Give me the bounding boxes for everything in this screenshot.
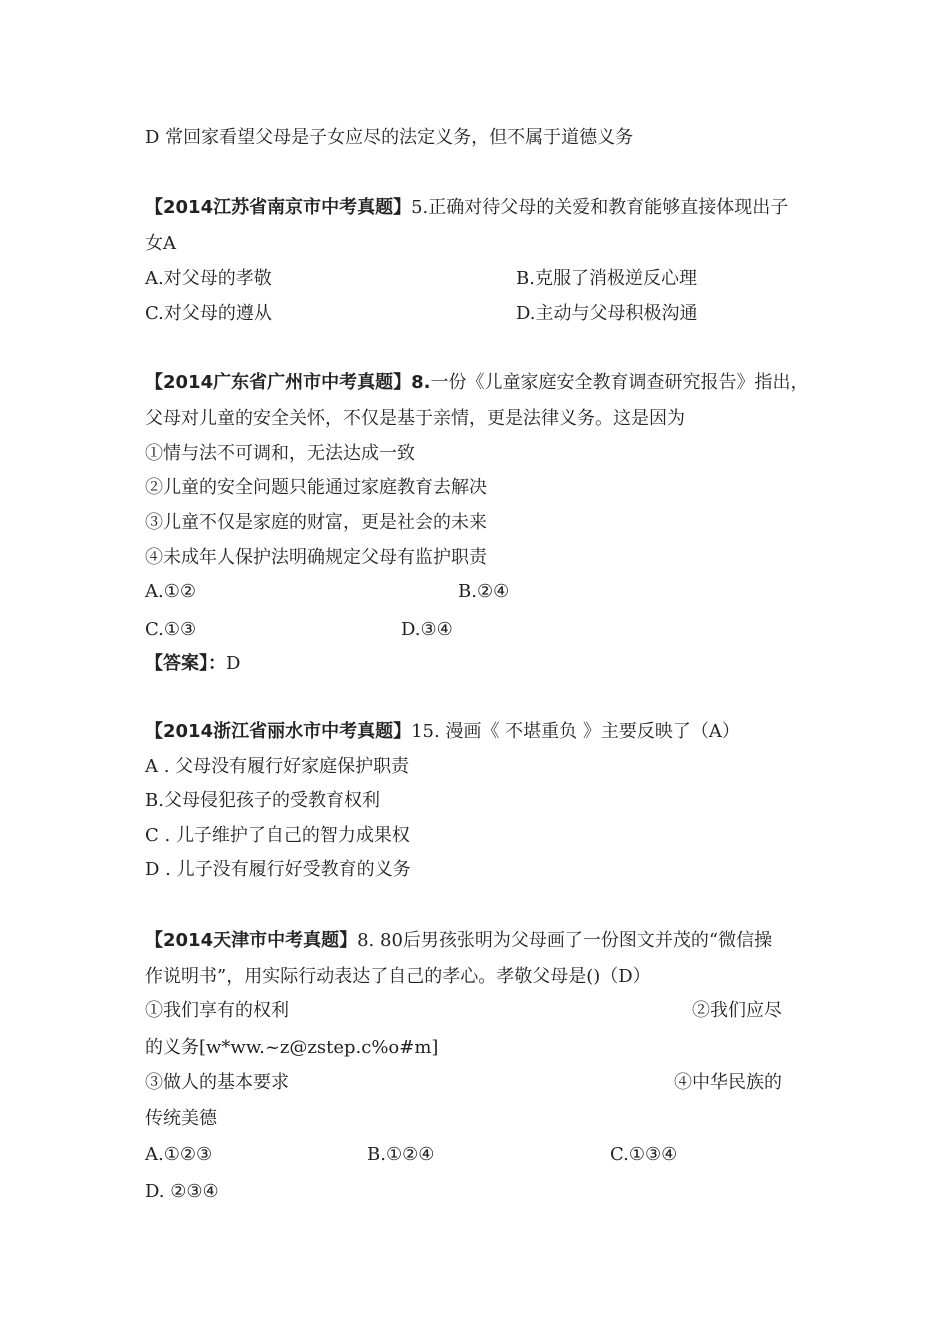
q3-option-a: A . 父母没有履行好家庭保护职责 xyxy=(145,756,410,777)
q4-option-a: A.①②③ xyxy=(145,1144,213,1165)
q2-item-1: ①情与法不可调和，无法达成一致 xyxy=(145,443,415,464)
q4-item-4-start: ④中华民族的 xyxy=(674,1072,782,1093)
q3-stem: 15. 漫画《 不堪重负 》主要反映了（A） xyxy=(411,721,740,742)
q3-option-d: D . 儿子没有履行好受教育的义务 xyxy=(145,859,411,880)
q2-item-2: ②儿童的安全问题只能通过家庭教育去解决 xyxy=(145,477,487,498)
q4-option-d: D. ②③④ xyxy=(145,1181,219,1202)
q2-option-c: C.①③ xyxy=(145,619,197,640)
q3-source: 【2014浙江省丽水市中考真题】 xyxy=(145,721,412,742)
q2-number: 8. xyxy=(411,372,431,393)
q3-stem-line xyxy=(145,720,740,744)
q2-item-3: ③儿童不仅是家庭的财富，更是社会的未来 xyxy=(145,512,487,533)
q1-stem1: 5.正确对待父母的关爱和教育能够直接体现出子 xyxy=(411,197,789,218)
q2-stem-line2: 父母对儿童的安全关怀，不仅是基于亲情，更是法律义务。这是因为 xyxy=(145,408,685,429)
q4-stem-line2: 作说明书”，用实际行动表达了自己的孝心。孝敬父母是()（D） xyxy=(145,966,651,987)
q4-stem1: 8. 80后男孩张明为父母画了一份图文并茂的“微信操 xyxy=(357,930,773,951)
q4-item-2-start: ②我们应尽 xyxy=(692,1000,782,1021)
q0-option-d: D 常回家看望父母是子女应尽的法定义务，但不属于道德义务 xyxy=(145,127,634,148)
q4-item-4-end: 传统美德 xyxy=(145,1108,217,1129)
q2-option-a: A.①② xyxy=(145,581,196,602)
q1-source: 【2014江苏省南京市中考真题】 xyxy=(145,197,412,218)
q2-option-b: B.②④ xyxy=(458,581,510,602)
q1-option-d: D.主动与父母积极沟通 xyxy=(516,303,698,324)
q4-source: 【2014天津市中考真题】 xyxy=(145,930,358,951)
q1-option-a: A.对父母的孝敬 xyxy=(145,268,272,289)
q1-stem-line1 xyxy=(145,196,788,220)
q4-option-b: B.①②④ xyxy=(367,1144,435,1165)
q4-item-1: ①我们享有的权利 xyxy=(145,1000,289,1021)
q2-stem-line1 xyxy=(145,371,808,395)
q2-item-4: ④未成年人保护法明确规定父母有监护职责 xyxy=(145,547,487,568)
q4-option-c: C.①③④ xyxy=(610,1144,678,1165)
q1-option-c: C.对父母的遵从 xyxy=(145,303,272,324)
q2-source: 【2014广东省广州市中考真题】 xyxy=(145,372,412,393)
q2-option-d: D.③④ xyxy=(401,619,453,640)
q1-stem-line2: 女A xyxy=(145,233,176,254)
q2-stem1: 一份《儿童家庭安全教育调查研究报告》指出， xyxy=(430,372,809,393)
q2-answer xyxy=(145,652,240,676)
q4-item-2-end: 的义务[w*ww.~z@zstep.c%o#m] xyxy=(145,1037,439,1058)
q1-option-b: B.克服了消极逆反心理 xyxy=(516,268,697,289)
q4-item-3: ③做人的基本要求 xyxy=(145,1072,289,1093)
q2-answer-label: 【答案】： xyxy=(145,653,226,674)
q3-option-c: C . 儿子维护了自己的智力成果权 xyxy=(145,825,410,846)
q3-option-b: B.父母侵犯孩子的受教育权利 xyxy=(145,790,380,811)
q2-answer-value: D xyxy=(226,653,241,674)
q4-stem-line1 xyxy=(145,929,772,953)
